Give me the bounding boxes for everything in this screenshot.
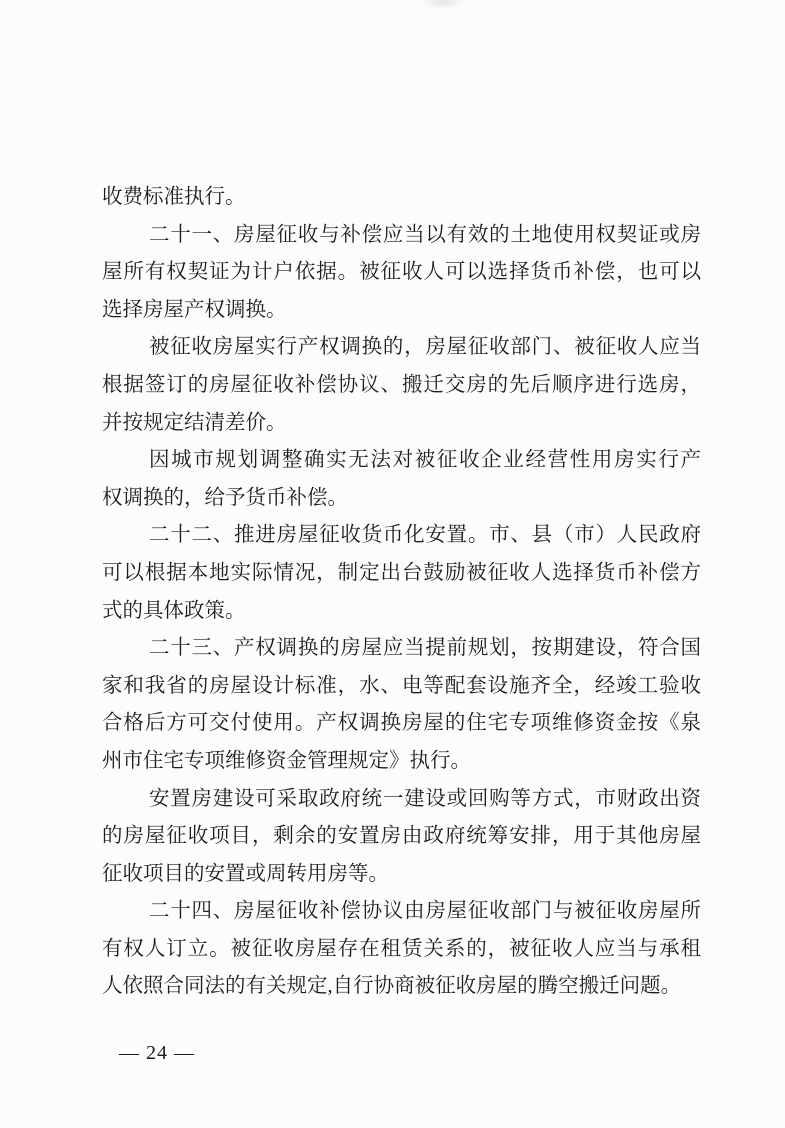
text-line: 屋所有权契证为计户依据。被征收人可以选择货币补偿，也可以 [102,261,701,284]
text-line: 二十二、推进房屋征收货币化安置。市、县（市）人民政府 [149,524,701,547]
text-line: 收费标准执行。 [102,186,246,208]
text-line: 可以根据本地实际情况，制定出台鼓励被征收人选择货币补偿方 [102,561,701,584]
page-footer [119,1041,195,1065]
document-body [102,179,701,1006]
text-line: 合格后方可交付使用。产权调换房屋的住宅专项维修资金按《泉 [102,712,701,735]
text-line: 家和我省的房屋设计标准，水、电等配套设施齐全，经竣工验收 [102,674,701,697]
text-line: 因城市规划调整确实无法对被征收企业经营性用房实行产 [149,449,701,472]
text-line: 权调换的，给予货币补偿。 [102,486,348,509]
text-line: 州市住宅专项维修资金管理规定》执行。 [102,749,471,772]
text-line: 二十三、产权调换的房屋应当提前规划，按期建设，符合国 [149,637,701,660]
text-line: 人依照合同法的有关规定,自行协商被征收房屋的腾空搬迁问题。 [102,975,682,998]
text-line: 安置房建设可采取政府统一建设或回购等方式，市财政出资 [149,787,701,810]
text-line: 被征收房屋实行产权调换的，房屋征收部门、被征收人应当 [149,336,701,359]
text-line: 征收项目的安置或周转用房等。 [102,862,389,885]
text-line: 的房屋征收项目，剩余的安置房由政府统筹安排，用于其他房屋 [102,825,701,848]
text-line: 选择房屋产权调换。 [102,298,287,321]
text-line: 二十四、房屋征收补偿协议由房屋征收部门与被征收房屋所 [149,900,701,923]
scan-smudge [420,0,466,10]
page-number: — 24 — [119,1042,195,1064]
text-line: 二十一、房屋征收与补偿应当以有效的土地使用权契证或房 [149,223,701,246]
text-line: 根据签订的房屋征收补偿协议、搬迁交房的先后顺序进行选房， [102,373,701,396]
text-line: 式的具体政策。 [102,599,246,622]
text-line: 有权人订立。被征收房屋存在租赁关系的，被征收人应当与承租 [102,937,701,960]
text-line: 并按规定结清差价。 [102,411,287,434]
